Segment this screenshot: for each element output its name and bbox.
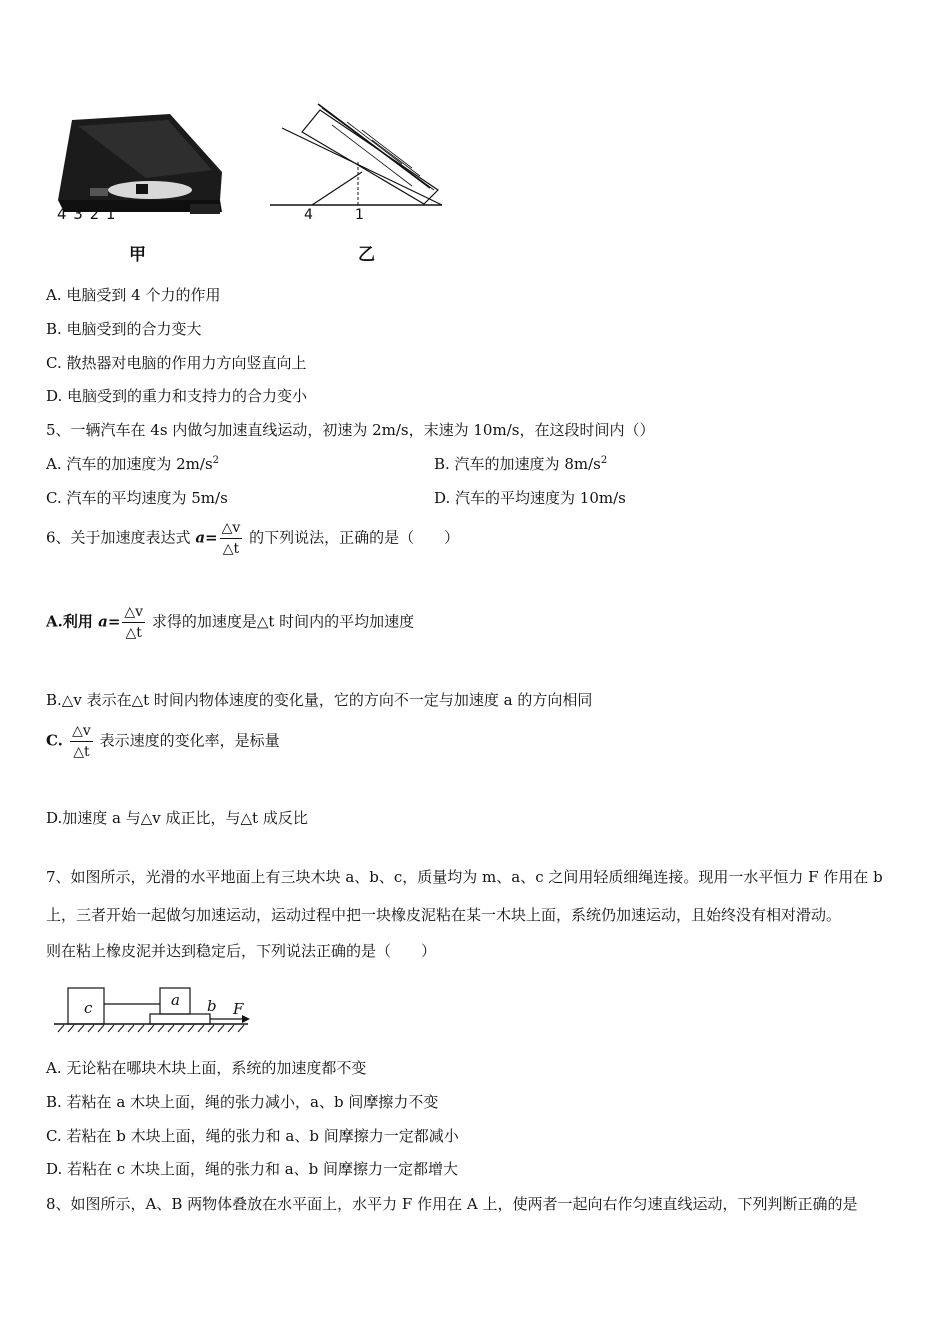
q7-option-c: C. 若粘在 b 木块上面，绳的张力和 a、b 间摩擦力一定都减小	[46, 1127, 459, 1145]
q5-option-a-text: A. 汽车的加速度为 2m/s	[46, 455, 213, 473]
blocks-diagram	[52, 982, 252, 1034]
q6-option-c-pre: C.	[46, 731, 69, 750]
q4-option-b: B. 电脑受到的合力变大	[46, 320, 202, 338]
q6-frac-den: △t	[222, 541, 240, 557]
q7-option-d: D. 若粘在 c 木块上面，绳的张力和 a、b 间摩擦力一定都增大	[46, 1160, 459, 1178]
q7-fig-label-b: b	[207, 997, 217, 1015]
q6-option-c	[46, 724, 280, 759]
q7-stem-line2: 上，三者开始一起做匀加速运动，运动过程中把一块橡皮泥粘在某一木块上面，系统仍加速运动，且始终没有相对滑动。	[46, 906, 842, 924]
q6-option-c-fraction	[70, 724, 93, 759]
q6-a-eq: a=	[195, 528, 218, 547]
yi-label-4: 4	[304, 207, 313, 223]
q5-option-a	[46, 453, 219, 474]
q5-stem: 5、一辆汽车在 4s 内做匀加速直线运动，初速为 2m/s，末速为 10m/s，在这段时间内（）	[46, 421, 655, 439]
q8-stem: 8、如图所示，A、B 两物体叠放在水平面上，水平力 F 作用在 A 上，使两者一起向右作匀速直线运动，下列判断正确的是	[46, 1195, 858, 1213]
q6-option-a	[46, 605, 414, 640]
q5-option-d: D. 汽车的平均速度为 10m/s	[434, 489, 626, 507]
q7-fig-label-a: a	[171, 991, 180, 1009]
figure-yi-caption: 乙	[358, 245, 375, 265]
yi-label-1: 1	[355, 207, 364, 223]
q6-stem-post: 的下列说法，正确的是（ ）	[244, 528, 460, 547]
q5-option-b-text: B. 汽车的加速度为 8m/s	[434, 455, 601, 473]
q6-fraction	[220, 521, 243, 556]
q4-option-d: D. 电脑受到的重力和支持力的合力变小	[46, 387, 308, 405]
q6-option-c-frac-num: △v	[70, 724, 93, 742]
q6-option-a-post: 求得的加速度是△t 时间内的平均加速度	[147, 612, 415, 631]
q4-option-c: C. 散热器对电脑的作用力方向竖直向上	[46, 354, 307, 372]
q7-stem-line3: 则在粘上橡皮泥并达到稳定后，下列说法正确的是（ ）	[46, 942, 437, 960]
q7-option-b: B. 若粘在 a 木块上面，绳的张力减小，a、b 间摩擦力不变	[46, 1093, 439, 1111]
block-b	[150, 1014, 210, 1024]
q7-fig-label-f: F	[233, 1000, 244, 1018]
q6-option-c-frac-den: △t	[73, 744, 90, 760]
q5-option-b-sup: 2	[600, 455, 608, 466]
q6-option-a-pre: A.利用	[46, 612, 99, 631]
q6-option-a-frac-den: △t	[125, 625, 142, 641]
q6-option-b: B.△v 表示在△t 时间内物体速度的变化量，它的方向不一定与加速度 a 的方向相同	[46, 691, 593, 709]
q6-option-a-eq: a=	[98, 612, 121, 631]
q5-option-a-sup: 2	[212, 455, 220, 466]
q7-stem-line1: 7、如图所示，光滑的水平地面上有三块木块 a、b、c，质量均为 m、a、c 之间用轻质细绳连接。现用一水平恒力 F 作用在 b	[46, 868, 883, 886]
q6-option-c-post: 表示速度的变化率，是标量	[94, 731, 280, 750]
q7-figure	[52, 982, 252, 1034]
q5-option-b	[434, 453, 607, 474]
q5-option-c: C. 汽车的平均速度为 5m/s	[46, 489, 228, 507]
jia-numbers: 4 3 2 1	[57, 205, 117, 223]
q6-stem	[46, 521, 459, 556]
figure-jia-caption: 甲	[129, 245, 146, 265]
q6-option-a-frac-num: △v	[122, 605, 145, 623]
q6-stem-pre: 6、关于加速度表达式	[46, 528, 196, 547]
q4-option-a: A. 电脑受到 4 个力的作用	[46, 286, 221, 304]
q6-frac-num: △v	[220, 521, 243, 539]
q7-option-a: A. 无论粘在哪块木块上面，系统的加速度都不变	[46, 1059, 367, 1077]
q6-option-a-fraction	[122, 605, 145, 640]
q7-fig-label-c: c	[84, 999, 93, 1017]
q6-option-d: D.加速度 a 与△v 成正比，与△t 成反比	[46, 809, 308, 827]
